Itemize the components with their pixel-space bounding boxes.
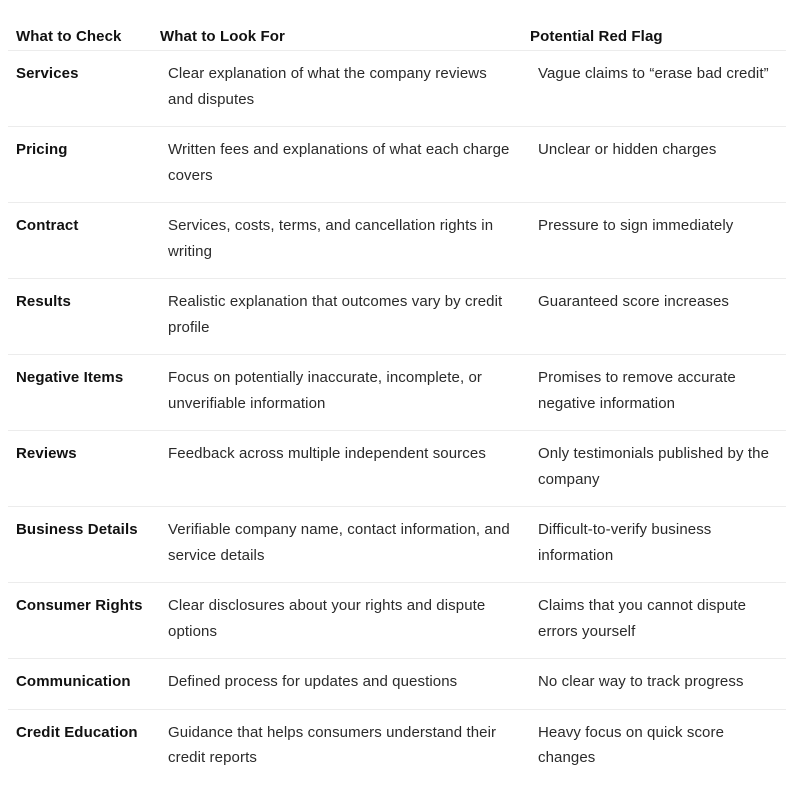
check-cell: Negative Items bbox=[16, 369, 124, 386]
red-flag-cell: Promises to remove accurate negative information bbox=[538, 369, 736, 412]
header-potential-red-flag: Potential Red Flag bbox=[530, 28, 663, 45]
checklist-table bbox=[8, 12, 786, 785]
look-for-cell: Clear explanation of what the company reviews and disputes bbox=[168, 65, 487, 108]
look-for-cell: Written fees and explanations of what each charge covers bbox=[168, 141, 510, 184]
table-row bbox=[8, 355, 786, 431]
red-flag-cell: Difficult-to-verify business information bbox=[538, 521, 712, 564]
red-flag-cell: Unclear or hidden charges bbox=[538, 141, 717, 158]
table-row bbox=[8, 507, 786, 583]
red-flag-cell: No clear way to track progress bbox=[538, 673, 744, 690]
red-flag-cell: Pressure to sign immediately bbox=[538, 217, 734, 234]
look-for-cell: Feedback across multiple independent sources bbox=[168, 445, 486, 462]
check-cell: Contract bbox=[16, 217, 79, 234]
red-flag-cell: Vague claims to “erase bad credit” bbox=[538, 65, 769, 82]
table-header-row bbox=[8, 12, 786, 51]
check-cell: Communication bbox=[16, 673, 131, 690]
check-cell: Business Details bbox=[16, 521, 138, 538]
look-for-cell: Realistic explanation that outcomes vary by credit profile bbox=[168, 293, 503, 336]
check-cell: Reviews bbox=[16, 445, 77, 462]
check-cell: Services bbox=[16, 65, 79, 82]
table-row bbox=[8, 431, 786, 507]
table-row bbox=[8, 51, 786, 127]
look-for-cell: Guidance that helps consumers understand their credit reports bbox=[168, 723, 497, 766]
look-for-cell: Verifiable company name, contact information, and service details bbox=[168, 521, 510, 564]
check-cell: Consumer Rights bbox=[16, 597, 143, 614]
table-row bbox=[8, 659, 786, 710]
check-cell: Credit Education bbox=[16, 723, 138, 741]
table-row bbox=[8, 710, 786, 785]
red-flag-cell: Only testimonials published by the company bbox=[538, 445, 770, 488]
header-what-to-check: What to Check bbox=[16, 28, 122, 45]
header-what-to-look-for: What to Look For bbox=[160, 28, 285, 45]
red-flag-cell: Claims that you cannot dispute errors yourself bbox=[538, 597, 747, 640]
red-flag-cell: Heavy focus on quick score changes bbox=[538, 723, 725, 766]
red-flag-cell: Guaranteed score increases bbox=[538, 293, 730, 310]
table-row bbox=[8, 279, 786, 355]
look-for-cell: Services, costs, terms, and cancellation rights in writing bbox=[168, 217, 494, 260]
check-cell: Pricing bbox=[16, 141, 68, 158]
table-row bbox=[8, 203, 786, 279]
look-for-cell: Clear disclosures about your rights and dispute options bbox=[168, 597, 486, 640]
table-row bbox=[8, 583, 786, 659]
table-row bbox=[8, 127, 786, 203]
look-for-cell: Defined process for updates and questions bbox=[168, 673, 458, 690]
look-for-cell: Focus on potentially inaccurate, incomplete, or unverifiable information bbox=[168, 369, 483, 412]
check-cell: Results bbox=[16, 293, 71, 310]
